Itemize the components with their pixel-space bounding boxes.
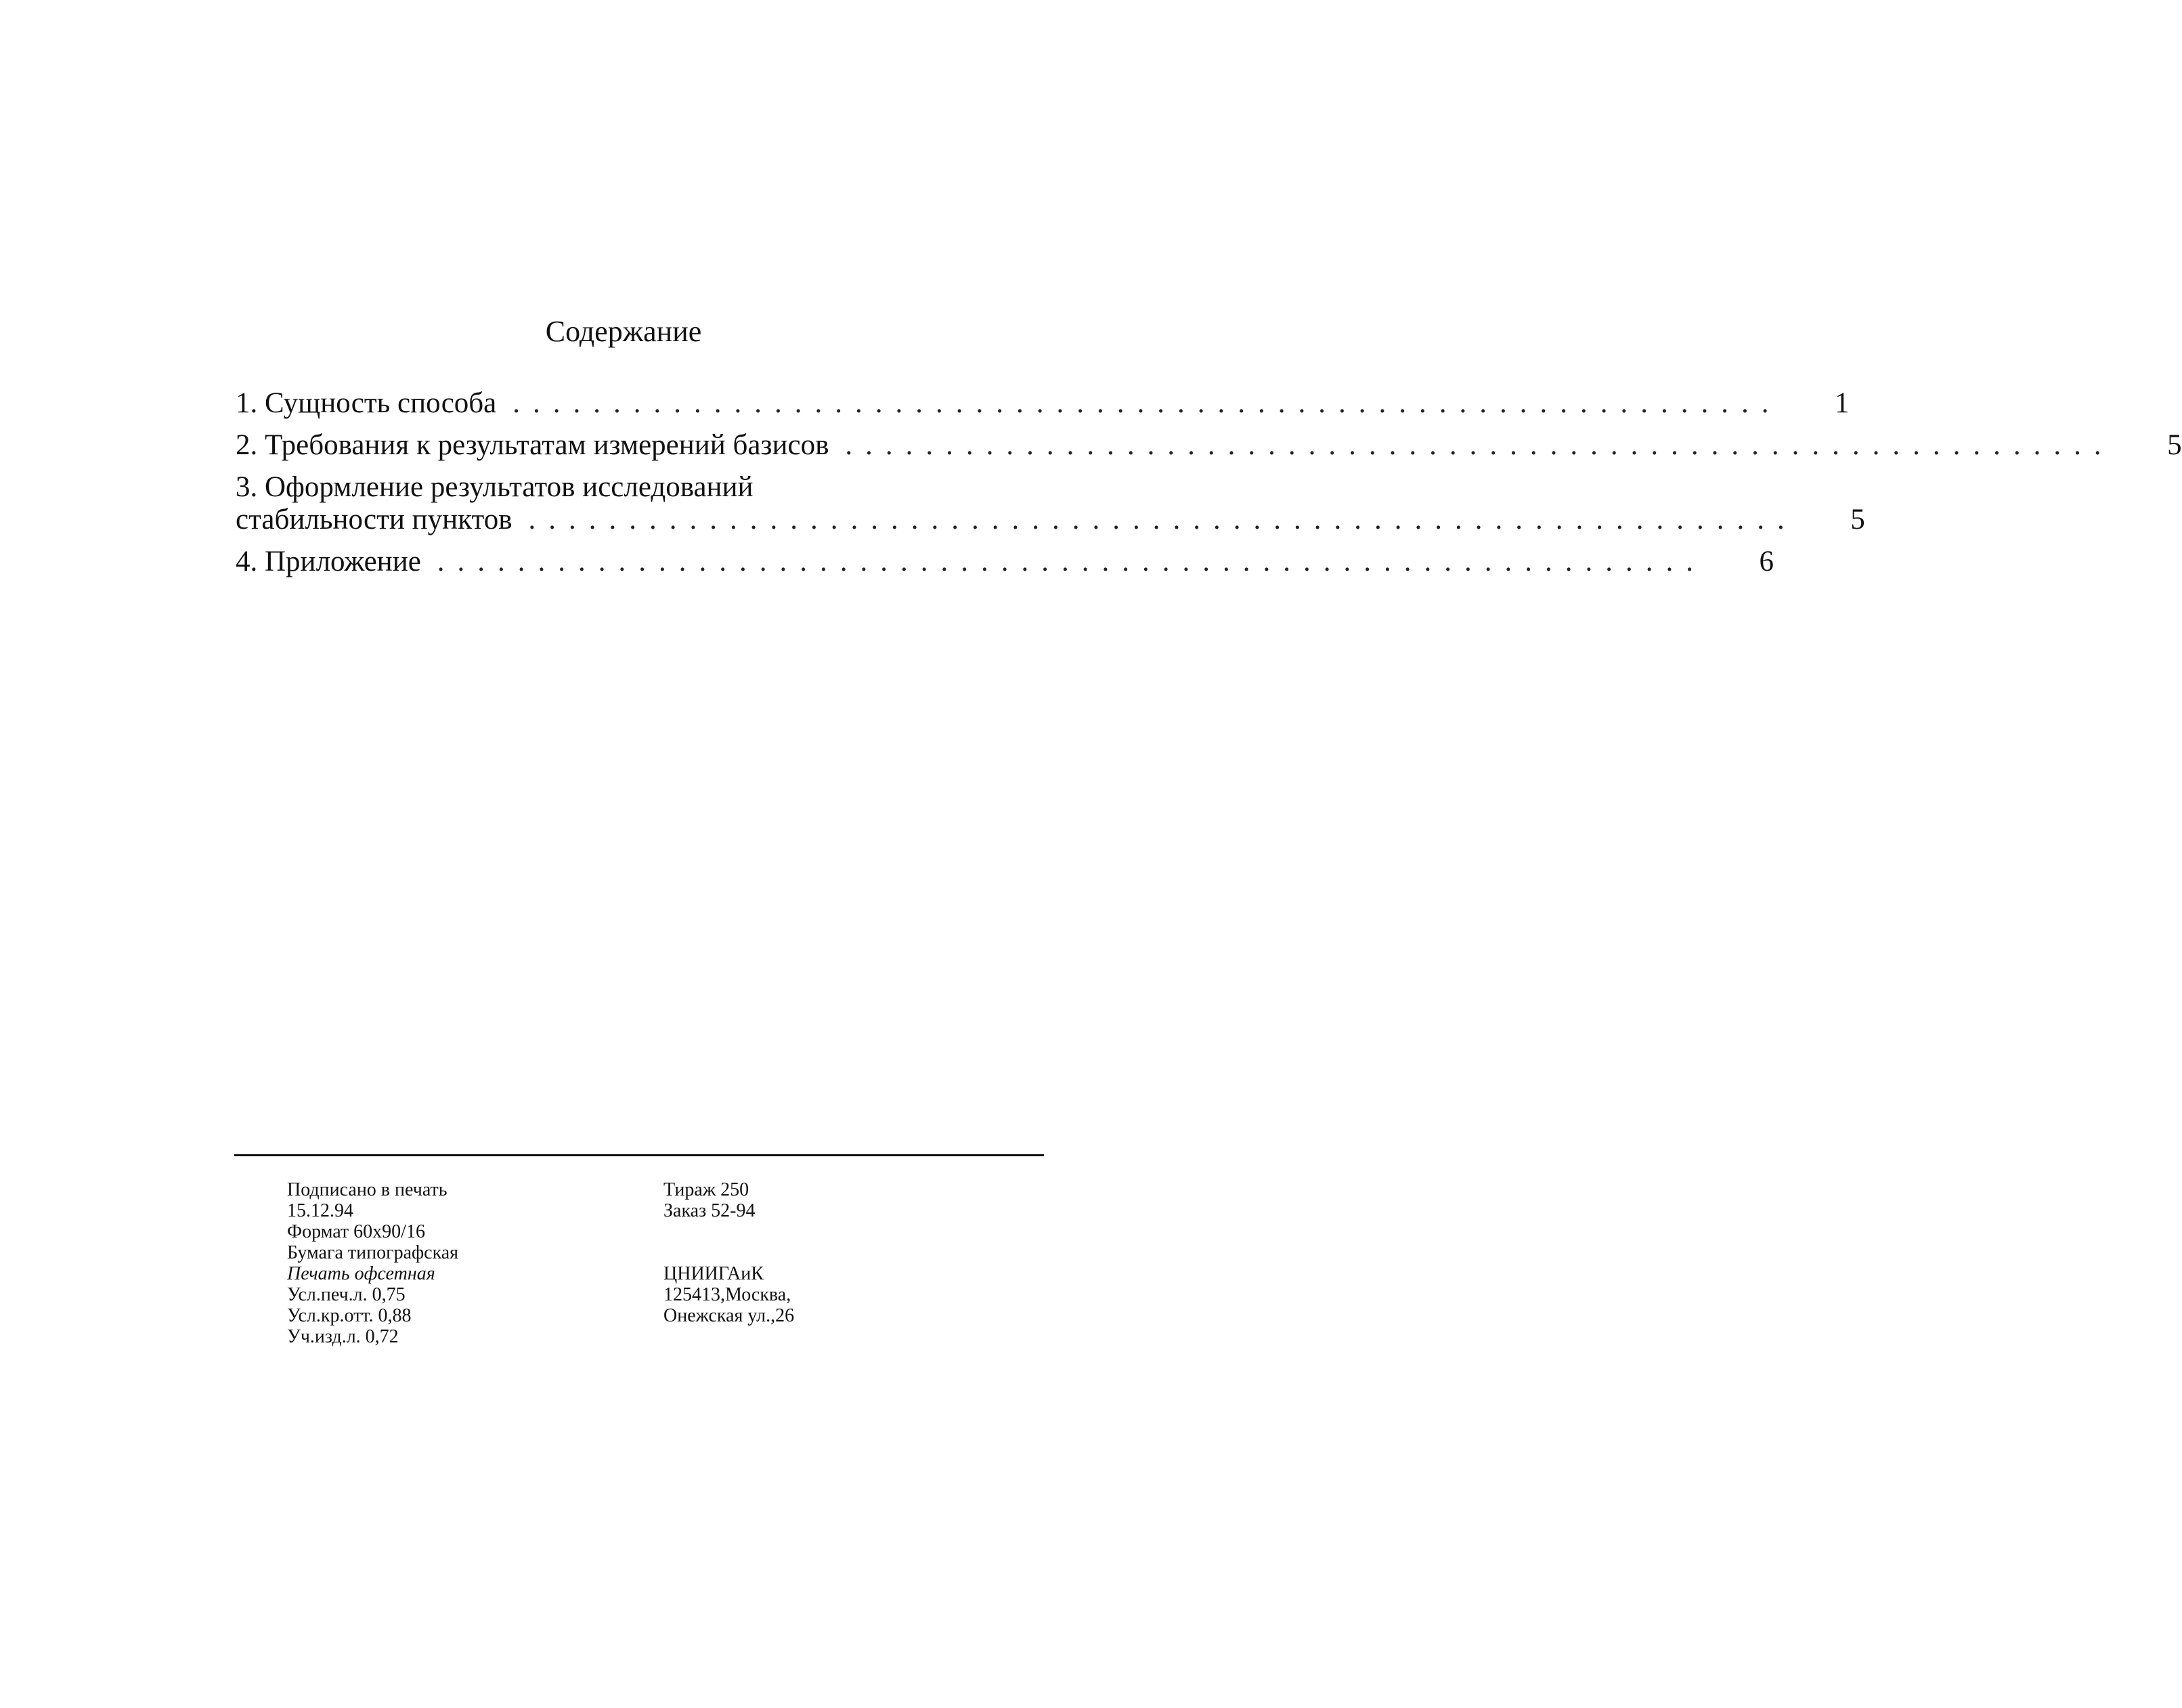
- toc-leader-dots: ...............................................................: [437, 546, 1707, 577]
- toc-entry-page: 5: [1850, 504, 1865, 535]
- imprint-address-line2: Онежская ул.,26: [663, 1305, 795, 1326]
- imprint-spacer: [663, 1221, 794, 1263]
- imprint-paper: Бумага типографская: [287, 1242, 459, 1263]
- imprint-order: Заказ 52-94: [663, 1200, 756, 1221]
- imprint-left-column: [287, 1179, 458, 1347]
- imprint-signed-label: Подписано в печать: [287, 1179, 448, 1200]
- imprint-circulation: Тираж 250: [663, 1179, 749, 1200]
- imprint-organization: ЦНИИГАиК: [663, 1263, 764, 1284]
- imprint-address-line1: 125413,Москва,: [663, 1284, 791, 1305]
- toc-entry-page: 1: [1835, 387, 1850, 419]
- imprint-color-prints: Усл.кр.отт. 0,88: [287, 1305, 412, 1326]
- toc-leader-dots: ...............................................................: [528, 504, 1797, 535]
- table-of-contents: [236, 387, 2182, 578]
- imprint-format: Формат 60x90/16: [287, 1221, 425, 1242]
- imprint-signed-date: 15.12.94: [287, 1200, 353, 1221]
- imprint-printing: Печать офсетная: [287, 1263, 435, 1284]
- imprint-print-sheets: Усл.печ.л. 0,75: [287, 1284, 406, 1305]
- toc-leader-dots: ...............................................................: [512, 387, 1782, 419]
- toc-entry: [236, 387, 1850, 420]
- toc-entry: [236, 471, 1865, 536]
- toc-entry-label: 1. Сущность способа: [236, 387, 497, 419]
- toc-leader-dots: ...............................................................: [845, 429, 2114, 461]
- imprint-divider: [234, 1154, 1044, 1156]
- toc-entry-label: 4. Приложение: [236, 546, 421, 577]
- imprint-right-column: [663, 1179, 794, 1326]
- toc-entry: [236, 546, 1774, 578]
- toc-entry-label-line2: стабильности пунктов: [236, 504, 512, 535]
- imprint-publisher-sheets: Уч.изд.л. 0,72: [287, 1326, 399, 1347]
- toc-entry-label: 2. Требования к результатам измерений базисов: [236, 429, 829, 461]
- toc-entry-page: 6: [1759, 546, 1774, 577]
- toc-entry-label-line1: 3. Оформление результатов исследований: [236, 471, 754, 503]
- toc-title: Содержание: [545, 315, 702, 348]
- toc-entry: [236, 429, 2182, 462]
- toc-entry-page: 5: [2167, 429, 2182, 461]
